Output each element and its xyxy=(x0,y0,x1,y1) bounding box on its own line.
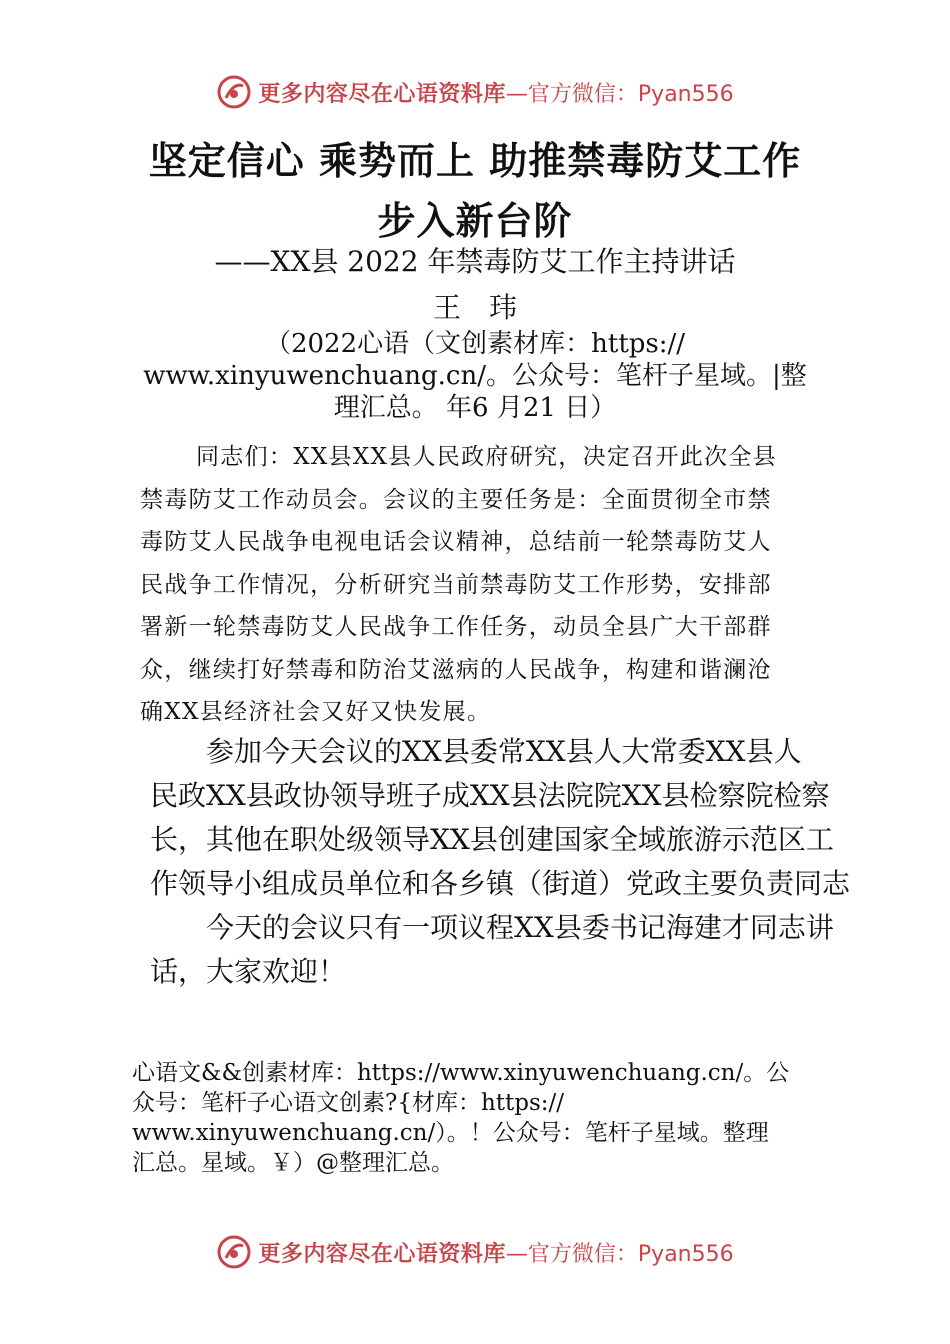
header-watermark-banner xyxy=(0,72,950,112)
paragraph-line: 长，其他在职处级领导XX县创建国家全域旅游示范区工 xyxy=(150,823,834,856)
footer-line: 众号：笔杆子心语文创素?{材库：https:// xyxy=(132,1090,565,1116)
source-line: （2022心语（文创素材库：https:// xyxy=(264,329,686,359)
paragraph-line: 同志们：XX县XX县人民政府研究，决定召开此次全县 xyxy=(196,444,777,470)
subtitle: ——XX县 2022 年禁毒防艾工作主持讲话 xyxy=(214,245,736,278)
footer-line: 心语文&&创素材库：https://www.xinyuwenchuang.cn/。公 xyxy=(132,1060,790,1086)
paragraph-line: 署新一轮禁毒防艾人民战争工作任务，动员全县广大干部群 xyxy=(140,614,772,640)
author-name: 王 玮 xyxy=(432,291,517,324)
source-line: 理汇总。 年6 月21 日） xyxy=(333,393,617,423)
banner-wechat-text: —官方微信：Pyan556 xyxy=(505,1241,734,1267)
paragraph-line: 参加今天会议的XX县委常XX县人大常委XX县人 xyxy=(150,735,802,768)
banner-wechat-text: —官方微信：Pyan556 xyxy=(505,81,734,107)
paragraph-line: 毒防艾人民战争电视电话会议精神，总结前一轮禁毒防艾人 xyxy=(140,529,772,555)
footer-line: www.xinyuwenchuang.cn/）。！公众号：笔杆子星域。整理 xyxy=(132,1120,769,1146)
footer-source-note xyxy=(132,1058,822,1178)
footer-line: 汇总。星域。￥）@整理汇总。 xyxy=(132,1150,454,1176)
source-line: www.xinyuwenchuang.cn/。公众号：笔杆子星域。|整 xyxy=(143,361,807,391)
paragraph-line: 确XX县经济社会又好又快发展。 xyxy=(140,699,492,725)
paragraph-line: 作领导小组成员单位和各乡镇（街道）党政主要负责同志 xyxy=(150,867,851,900)
title-line-1: 坚定信心 乘势而上 助推禁毒防艾工作 xyxy=(148,139,802,183)
paragraph-line: 民政XX县政协领导班子成XX县法院院XX县检察院检察 xyxy=(150,779,830,812)
paragraph-line: 众，继续打好禁毒和防治艾滋病的人民战争，构建和谐澜沧 xyxy=(140,656,772,683)
brand-logo-icon xyxy=(216,74,252,110)
banner-main-text: 更多内容尽在心语资料库 xyxy=(258,81,506,107)
paragraph-line: 话，大家欢迎！ xyxy=(150,955,347,988)
banner-main-text: 更多内容尽在心语资料库 xyxy=(258,1241,506,1267)
brand-logo-icon xyxy=(216,1234,252,1270)
body-paragraph-1 xyxy=(140,436,820,734)
paragraph-line: 民战争工作情况，分析研究当前禁毒防艾工作形势，安排部 xyxy=(140,571,772,598)
title-line-2: 步入新台阶 xyxy=(377,199,573,243)
footer-watermark-banner xyxy=(0,1232,950,1272)
paragraph-line: 今天的会议只有一项议程XX县委书记海建才同志讲 xyxy=(150,911,834,944)
body-paragraph-2 xyxy=(150,730,851,994)
paragraph-line: 禁毒防艾工作动员会。会议的主要任务是：全面贯彻全市禁 xyxy=(140,486,772,513)
source-note xyxy=(130,328,820,424)
